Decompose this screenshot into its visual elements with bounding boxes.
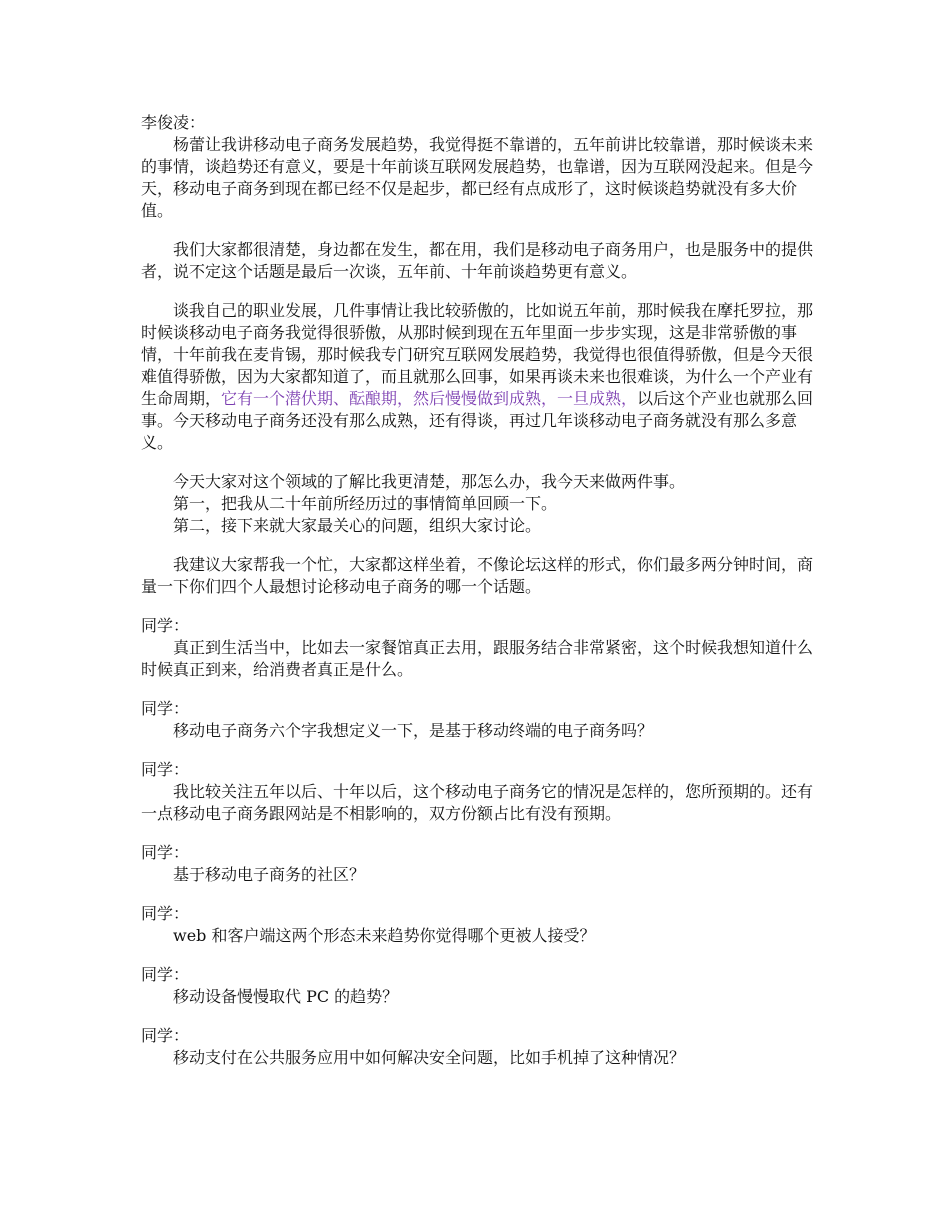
- question-speaker: 同学：: [141, 904, 190, 923]
- paragraph-gap: [141, 825, 821, 842]
- context-paragraph: 我们大家都很清楚，身边都在发生，都在用，我们是移动电子商务用户，也是服务中的提供者，说不定这个话题是最后一次谈，五年前、十年前谈趋势更有意义。: [141, 240, 814, 281]
- paragraph-gap: [141, 454, 821, 471]
- paragraph-gap: [141, 1008, 821, 1025]
- question-speaker: 同学：: [141, 965, 190, 984]
- document-body: [141, 112, 821, 1069]
- plan-item-1: 第一，把我从二十年前所经历过的事情简单回顾一下。: [173, 494, 558, 513]
- career-paragraph: [141, 300, 821, 454]
- career-text-start: 谈我自己的职业发展，几件事情让我比较骄傲的，比如说五年前，那时候我在摩托罗拉，那时候谈移动电子商务我觉得很骄傲，从那时候到现在五年里面一步步实现，这是非常骄傲的事情，十年前我在麦肯锡，那时候我专门研究互联网发展趋势，我觉得也很值得骄傲，但是今天很难值得骄傲，因为大家都知道了，而且就那么回事，如果再谈未来也很难谈，为什么一个产业有生命周期，: [141, 301, 814, 408]
- question-speaker: 同学：: [141, 1026, 190, 1045]
- question-text: 移动电子商务六个字我想定义一下，是基于移动终端的电子商务吗？: [173, 721, 654, 740]
- career-text-end: 以后这个产业也就那么回事。今天移动电子商务还没有那么成熟，还有得谈，再过几年谈移动电子商务就没有那么多意义。: [141, 389, 814, 452]
- plan-intro: 今天大家对这个领域的了解比我更清楚，那怎么办，我今天来做两件事。: [173, 472, 686, 491]
- paragraph-gap: [141, 222, 821, 239]
- request-paragraph: 我建议大家帮我一个忙，大家都这样坐着，不像论坛这样的形式，你们最多两分钟时间，商量一下你们四个人最想讨论移动电子商务的哪一个话题。: [141, 555, 814, 596]
- intro-paragraph: 杨蕾让我讲移动电子商务发展趋势，我觉得挺不靠谱的，五年前讲比较靠谱，那时候谈未来的事情，谈趋势还有意义，要是十年前谈互联网发展趋势，也靠谱，因为互联网没起来。但是今天，移动电子商务到现在都已经不仅是起步，都已经有点成形了，这时候谈趋势就没有多大价值。: [141, 135, 814, 220]
- question-speaker: 同学：: [141, 699, 190, 718]
- paragraph-gap: [141, 886, 821, 903]
- question-speaker: 同学：: [141, 616, 190, 635]
- question-text: web 和客户端这两个形态未来趋势你觉得哪个更被人接受？: [173, 926, 596, 945]
- question-text: 基于移动电子商务的社区？: [173, 865, 366, 884]
- question-text: 我比较关注五年以后、十年以后，这个移动电子商务它的情况是怎样的，您所预期的。还有一点移动电子商务跟网站是不相影响的，双方份额占比有没有预期。: [141, 782, 814, 823]
- question-speaker: 同学：: [141, 843, 190, 862]
- question-speaker: 同学：: [141, 760, 190, 779]
- paragraph-gap: [141, 681, 821, 698]
- question-text: 移动设备慢慢取代 PC 的趋势？: [173, 987, 399, 1006]
- paragraph-gap: [141, 537, 821, 554]
- plan-item-2: 第二，接下来就大家最关心的问题，组织大家讨论。: [173, 516, 542, 535]
- paragraph-gap: [141, 598, 821, 615]
- question-text: 真正到生活当中，比如去一家餐馆真正去用，跟服务结合非常紧密，这个时候我想知道什么时候真正到来，给消费者真正是什么。: [141, 638, 814, 679]
- speaker-name: 李俊凌：: [141, 113, 206, 132]
- paragraph-gap: [141, 742, 821, 759]
- question-text: 移动支付在公共服务应用中如何解决安全问题，比如手机掉了这种情况？: [173, 1048, 686, 1067]
- paragraph-gap: [141, 283, 821, 300]
- highlighted-text: 它有一个潜伏期、酝酿期，然后慢慢做到成熟，一旦成熟，: [221, 389, 638, 408]
- paragraph-gap: [141, 947, 821, 964]
